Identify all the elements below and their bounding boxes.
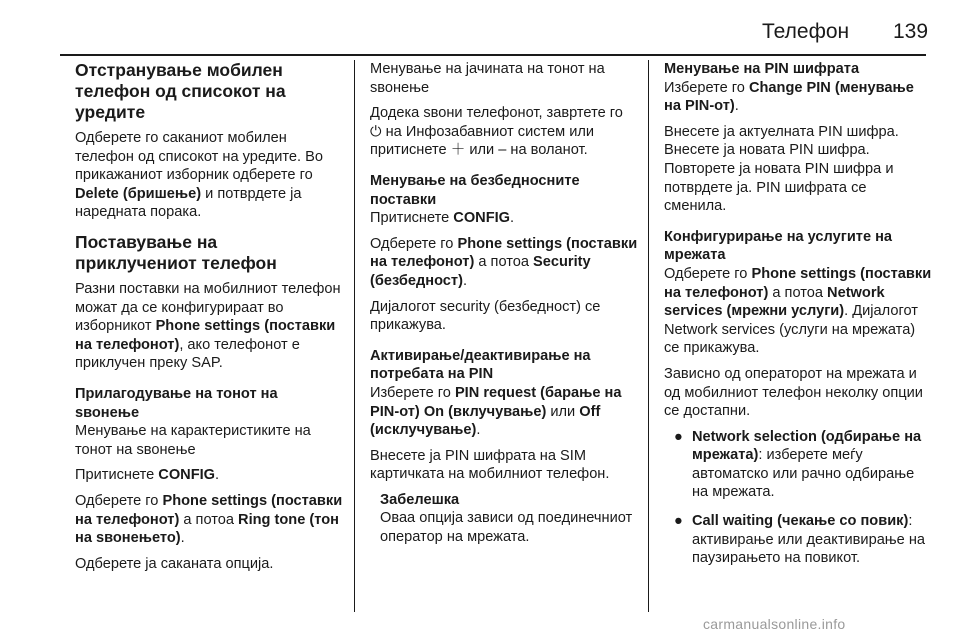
list-item: ● Network selection (одбирање на мрежата): изберете меѓу автоматско или рачно одбирање на мрежата. <box>674 428 922 501</box>
paragraph: Разни поставки на мобилниот телефон можат да се конфигурираат во изборникот Phone settings (поставки на телефонот), ако телефонот е приклучен преку SAP. <box>75 280 341 372</box>
paragraph: Одберете го саканиот мобилен телефон од списокот на уредите. Во прикажаниот изборник одберете го Delete (бришење) и потврдете ја наредната порака. <box>75 130 323 221</box>
paragraph: Менување на јачината на тонот на ѕвонење <box>370 61 605 96</box>
paragraph: Одберете го Phone settings (поставки на телефонот) а потоа Network services (мрежни услуги). Дијалогот Network services (услуги на мрежата) се прикажува. <box>664 265 932 357</box>
bullet-icon: ● <box>674 513 683 530</box>
paragraph: Одберете го Phone settings (поставки на телефонот) а потоа Security (безбедност). <box>370 235 638 289</box>
menu-option-phone-settings: Phone settings (поставки на телефонот) <box>664 265 932 301</box>
list-item: ● Call waiting (чекање со повик): активирање или деактивирање на паузирањето на повикот. <box>674 513 926 567</box>
section-heading-remove-phone: Отстранување мобилен телефон од списокот на уредите <box>75 60 286 122</box>
menu-option-ring-tone: Ring tone (тон на ѕвонењето) <box>75 511 339 547</box>
section-heading-connected-phone-settings: Поставување на приклучениот телефон <box>75 231 277 273</box>
paragraph: Изберете го PIN request (барање на PIN-от) On (вклучување) или Off (исклучување). <box>370 384 622 439</box>
paragraph: Зависно од операторот на мрежата и од мобилниот телефон неколку опции се достапни. <box>664 365 923 420</box>
button-label-config: CONFIG <box>158 467 216 484</box>
note-title: Забелешка <box>380 491 460 508</box>
paragraph: Притиснете CONFIG. <box>75 467 220 484</box>
menu-option-network-services: Network services (мрежни услуги) <box>664 284 885 320</box>
column-divider-2 <box>648 60 649 612</box>
note-text: Оваа опција зависи од поединечниот оператор на мрежата. <box>380 510 633 546</box>
menu-option-phone-settings: Phone settings (поставки на телефонот) <box>75 492 343 528</box>
column-1 <box>75 60 343 580</box>
menu-option-delete: Delete (бришење) <box>75 185 202 202</box>
page-header-title: Телефон <box>762 20 850 43</box>
header-rule <box>60 54 926 56</box>
paragraph: Додека ѕвони телефонот, завртете го ⏻ на Инфозабавниот систем или притиснете ＋ или – на воланот. <box>370 105 623 159</box>
paragraph: Менување на карактеристиките на тонот на ѕвонење <box>75 423 311 458</box>
paragraph: Притиснете CONFIG. <box>370 210 515 227</box>
menu-option-pin-request: PIN request (барање на PIN-от) <box>370 384 622 420</box>
column-2 <box>370 60 638 547</box>
subheading-change-pin: Менување на PIN шифрата <box>664 61 860 77</box>
page-number: 139 <box>893 20 929 43</box>
paragraph: Внесете ја PIN шифрата на SIM картичката на мобилниот телефон. <box>370 447 610 483</box>
subheading-security-settings: Менување на безбедносните поставки <box>370 172 580 208</box>
menu-option-on: On (вклучување) <box>423 403 547 420</box>
paragraph: Одберете го Phone settings (поставки на телефонот) а потоа Ring tone (тон на ѕвонењето). <box>75 492 343 547</box>
subheading-pin-request: Активирање/деактивирање на потребата на PIN <box>370 347 591 383</box>
menu-option-off: Off (исклучување) <box>370 403 601 439</box>
menu-option-change-pin: Change PIN (менување на PIN-от) <box>664 79 914 115</box>
menu-option-phone-settings: Phone settings (поставки на телефонот) <box>75 318 336 353</box>
menu-option-call-waiting: Call waiting (чекање со повик) <box>692 513 909 530</box>
paragraph: Изберете го Change PIN (менување на PIN-от). <box>664 79 914 115</box>
button-label-config: CONFIG <box>453 210 511 227</box>
note-box <box>380 491 638 547</box>
subheading-network-services: Конфигурирање на услугите на мрежата <box>664 228 893 264</box>
menu-option-security: Security (безбедност) <box>370 254 591 289</box>
watermark: carmanualsonline.info <box>703 616 846 632</box>
column-3 <box>664 60 932 578</box>
menu-option-phone-settings: Phone settings (поставки на телефонот) <box>370 235 638 271</box>
paragraph: Одберете ја саканата опција. <box>75 555 274 572</box>
paragraph: Дијалогот security (безбедност) се прикажува. <box>370 298 601 334</box>
bullet-icon: ● <box>674 428 683 445</box>
power-knob-icon: ⏻ <box>370 123 382 140</box>
column-divider-1 <box>354 60 355 612</box>
paragraph: Внесете ја актуелната PIN шифра. Внесете ја новата PIN шифра. Повторете ја новата PIN шифра и потврдете ја. PIN шифрата се сменила. <box>664 123 899 215</box>
menu-option-network-selection: Network selection (одбирање на мрежата) <box>692 428 922 464</box>
plus-icon: ＋ <box>450 142 466 159</box>
subheading-ringtone: Прилагодување на тонот на ѕвонење <box>75 385 278 421</box>
